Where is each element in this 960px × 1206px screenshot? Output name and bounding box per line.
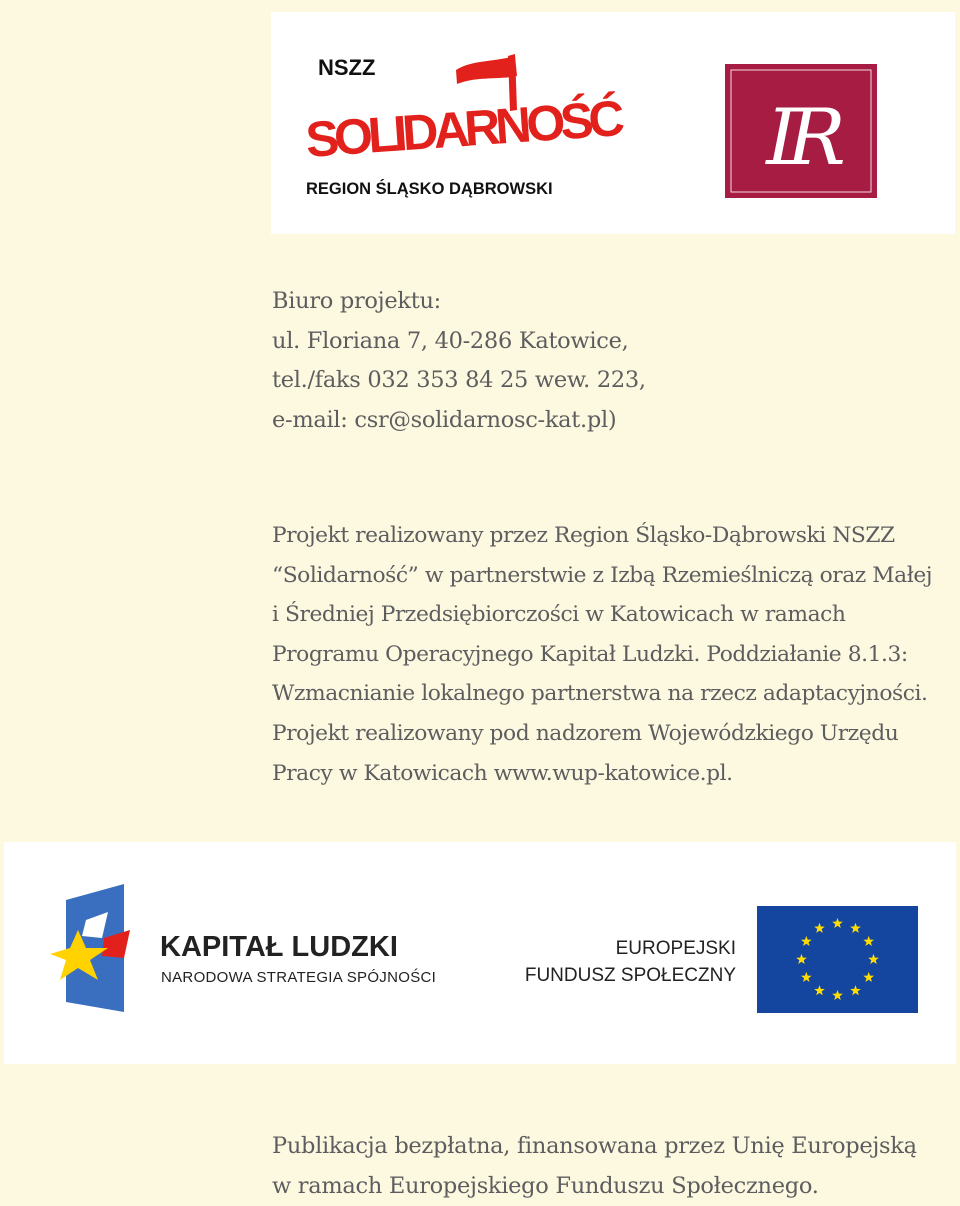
efs-line-1: EUROPEJSKI [616,938,736,959]
project-line: Projekt realizowany pod nadzorem Wojewódzkiego Urzędu [272,714,932,754]
funding-logos-svg [4,842,956,1064]
project-description [272,516,932,793]
office-line: e-mail: csr@solidarnosc-kat.pl) [272,401,646,441]
publication-note [272,1127,917,1206]
solidarnosc-wordmark: SOLIDARNOŚĆ [304,90,625,168]
header-logos-svg [271,12,955,234]
office-line: Biuro projektu: [272,282,646,322]
nszz-label: NSZZ [318,55,375,80]
efs-line-2: FUNDUSZ SPOŁECZNY [525,965,736,986]
project-line: Projekt realizowany przez Region Śląsko-Dąbrowski NSZZ [272,516,932,556]
izba-rzemieslnicza-logo [725,64,877,198]
office-line: ul. Floriana 7, 40-286 Katowice, [272,322,646,362]
funding-logos [4,842,956,1064]
office-line: tel./faks 032 353 84 25 wew. 223, [272,361,646,401]
flag-cloth [456,56,517,84]
project-line: Pracy w Katowicach www.wup-katowice.pl. [272,754,932,794]
region-label: REGION ŚLĄSKO DĄBROWSKI [306,179,553,198]
kl-title: KAPITAŁ LUDZKI [160,931,398,963]
header-logos [271,12,955,234]
solidarnosc-logo [304,54,625,198]
kapital-ludzki-logo [50,884,436,1012]
publication-line: Publikacja bezpłatna, finansowana przez Unię Europejską [272,1127,917,1167]
kl-subtitle: NARODOWA STRATEGIA SPÓJNOŚCI [161,968,436,986]
izba-monogram: IR [764,93,843,183]
project-line: “Solidarność” w partnerstwie z Izbą Rzemieślniczą oraz Małej [272,556,932,596]
project-office [272,282,646,440]
efs-logo [525,906,918,1013]
project-line: i Średniej Przedsiębiorczości w Katowicach w ramach [272,595,932,635]
project-line: Wzmacnianie lokalnego partnerstwa na rzecz adaptacyjności. [272,674,932,714]
project-line: Programu Operacyjnego Kapitał Ludzki. Poddziałanie 8.1.3: [272,635,932,675]
publication-line: w ramach Europejskiego Funduszu Społecznego. [272,1167,917,1206]
